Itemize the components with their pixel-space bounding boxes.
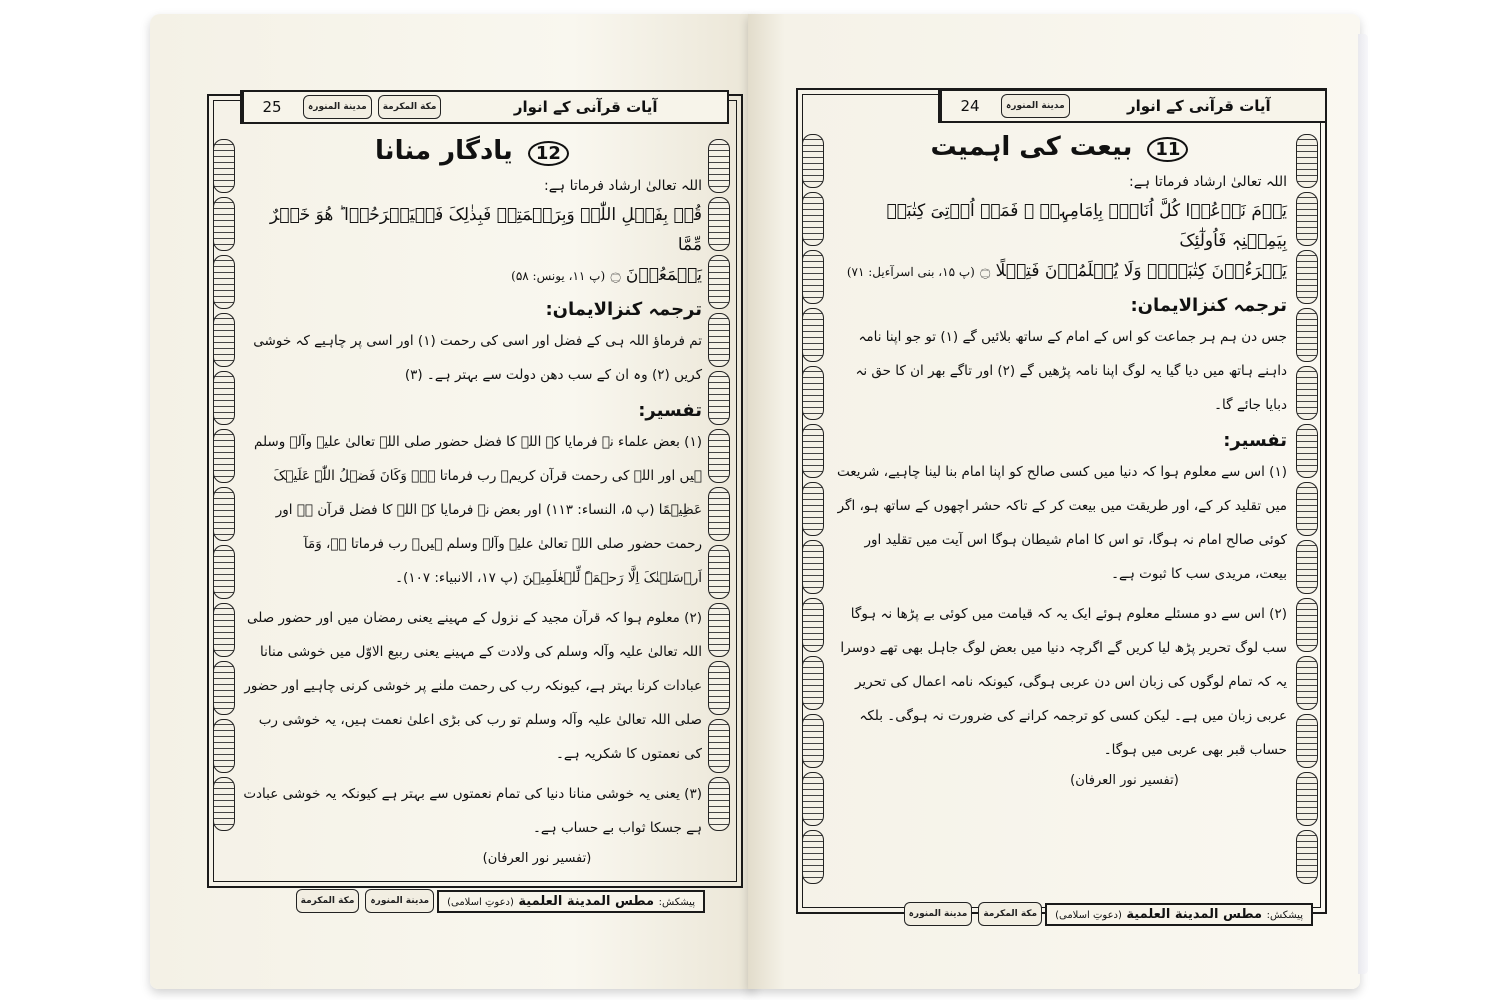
section-number: 11 [1147,137,1188,162]
ornament-column [708,139,730,831]
seal-badge: مدینة المنورہ [904,902,973,926]
translation-text: تم فرماؤ اللہ ہی کے فضل اور اسی کی رحمت (۱) اور اسی پر چاہیے کہ خوشی کریں (۲) وہ ان کے سب دھن دولت سے بہتر ہے۔ (۳) [253,333,702,383]
seal-badge: مدینة المنورہ [1001,94,1070,118]
page-header [240,90,729,124]
source-citation: (تفسیر نور العرفان) [482,851,592,866]
ayah-line: یَوۡمَ نَدۡعُوۡا کُلَّ اُنَاسٍۭ بِاِمَامِہِمۡ ۚ فَمَنۡ اُوۡتِیَ کِتٰبَہٗ بِیَمِیۡنِہٖ فَاُولٰٓئِکَ [886,201,1287,251]
right-page [748,14,1360,989]
page-footer [908,899,1313,929]
translation-heading: ترجمہ کنزالایمان: [1130,295,1287,316]
left-page [150,14,755,989]
section-heading [242,136,702,166]
seal-badge: مدینة المنورہ [303,95,372,119]
section-title: یادگار منانا [375,136,513,166]
section-number: 12 [528,141,569,166]
page-content [242,136,702,866]
source-citation: (تفسیر نور العرفان) [1070,773,1179,788]
publisher-label: پیشکش: مطس المدینة العلمیة (دعوتِ اسلامی) [1045,903,1313,926]
translation-text: جس دن ہم ہر جماعت کو اس کے امام کے ساتھ بلائیں گے (۱) تو جو اپنا نامہ داہنے ہاتھ میں دیا گیا یہ لوگ اپنا نامہ پڑھیں گے (۲) اور تاگے بھر ان کا حق نہ دبایا جائے گا۔ [855,329,1287,413]
translation-heading: ترجمہ کنزالایمان: [545,299,702,320]
seal-badge: مکة المکرمة [978,902,1042,926]
seal-badge: مکة المکرمة [378,95,442,119]
page-edges [1358,34,1368,974]
tafsir-paragraph: (۱) بعض علماء نے فرمایا کہ اللہ کا فضل حضور صلی اللہ تعالیٰ علیہ وآلہ وسلم ہیں اور اللہ کی رحمت قرآن کریم۔ رب فرماتا ہے۔ وَکَانَ فَضۡلُ اللّٰہِ عَلَیۡکَ عَظِیۡمًا (پ ۵، النساء: ۱۱۳) اور بعض نے فرمایا کہ اللہ کا فضل قرآن ہے اور رحمت حضور صلی اللہ تعالیٰ علیہ وآلہ وسلم ہیں۔ رب فرماتا ہے، وَمَآ اَرۡسَلۡنٰکَ اِلَّا رَحۡمَۃً لِّلۡعٰلَمِیۡنَ (پ ۱۷، الانبیاء: ۱۰۷)۔ [253,434,702,586]
tafsir-paragraph: (۲) اس سے دو مسئلے معلوم ہوئے ایک یہ کہ قیامت میں کوئی بے پڑھا نہ ہوگا سب لوگ تحریر پڑھ لیا کریں گے اگرچہ دنیا میں بعض لوگ جاہل بھی تھے دوسرا یہ کہ تمام لوگوں کی زبان اس دن عربی ہوگی، کیونکہ نامہ اعمال کی تحریر عربی زبان میں ہے۔ لیکن کسی کو ترجمہ کرانے کی ضرورت نہ ہوگی۔ بلکہ حساب قبر بھی عربی میں ہوگا۔ [840,606,1287,758]
intro-text: اللہ تعالیٰ ارشاد فرماتا ہے: [544,178,702,194]
page-footer [300,886,705,916]
publisher-label: پیشکش: مطس المدینة العلمیة (دعوتِ اسلامی) [437,890,705,913]
tafsir-paragraph: (۲) معلوم ہوا کہ قرآن مجید کے نزول کے مہینے یعنی رمضان میں اور حضور صلی اللہ تعالیٰ علیہ وآلہ وسلم کی ولادت کے مہینے یعنی ربیع الاوّل میں خوشی منانا عبادات کرنا بہتر ہے، کیونکہ رب کی رحمت ملنے پر خوشی کرنی چاہیے اور حضور صلی اللہ تعالیٰ علیہ وآلہ وسلم تو رب کی بڑی اعلیٰ نعمت ہیں، یہ خوشی رب کی نعمتوں کا شکریہ ہے۔ [244,610,702,762]
ornament-column [1296,134,1318,884]
seal-badge: مدینة المنورہ [365,889,434,913]
tafsir-heading: تفسیر: [638,400,702,421]
book-title: آیات قرآنی کے انوار [1126,97,1271,115]
tafsir-paragraph: (۳) یعنی یہ خوشی منانا دنیا کی تمام نعمتوں سے بہتر ہے کیونکہ یہ خوشی عبادت ہے جسکا ثواب بے حساب ہے۔ [243,786,702,836]
section-title: بیعت کی اہمیت [930,132,1133,162]
ayah-reference: (پ ۱۵، بنی اسرآءیل: ۷۱) [846,265,975,279]
page-number: 25 [242,92,300,122]
page-content [832,132,1287,788]
book-title: آیات قرآنی کے انوار [513,98,658,116]
ornament-column [802,134,824,884]
page-header [938,89,1327,123]
open-book [150,14,1375,989]
ayah-line: یَجۡمَعُوۡنَ ۝ (پ ۱۱، یونس: ۵۸) [511,265,702,285]
tafsir-paragraph: (۱) اس سے معلوم ہوا کہ دنیا میں کسی صالح کو اپنا امام بنا لینا چاہیے، شریعت میں تقلید کر کے، اور طریقت میں بیعت کر کے تاکہ حشر اچھوں کے ساتھ ہو، اگر کوئی صالح امام نہ ہوگا، تو اس کا امام شیطان ہوگا اس آیت میں تقلید اور بیعت، مریدی سب کا ثبوت ہے۔ [837,464,1287,582]
ayah-reference: (پ ۱۱، یونس: ۵۸) [511,269,606,283]
ayah-line: قُلۡ بِفَضۡلِ اللّٰہِ وَبِرَحۡمَتِہٖ فَبِذٰلِکَ فَلۡیَفۡرَحُوۡا ؕ ھُوَ خَیۡرٌ مِّمَّا [269,205,702,255]
tafsir-heading: تفسیر: [1223,430,1287,451]
ornament-column [213,139,235,831]
ayah-line: یَقۡرَءُوۡنَ کِتٰبَہُمۡ وَلَا یُظۡلَمُوۡنَ فَتِیۡلًا ۝ (پ ۱۵، بنی اسرآءیل: ۷۱) [846,261,1287,281]
seal-badge: مکة المکرمة [296,889,360,913]
page-number: 24 [940,91,998,121]
intro-text: اللہ تعالیٰ ارشاد فرماتا ہے: [1129,174,1287,190]
section-heading [832,132,1287,162]
